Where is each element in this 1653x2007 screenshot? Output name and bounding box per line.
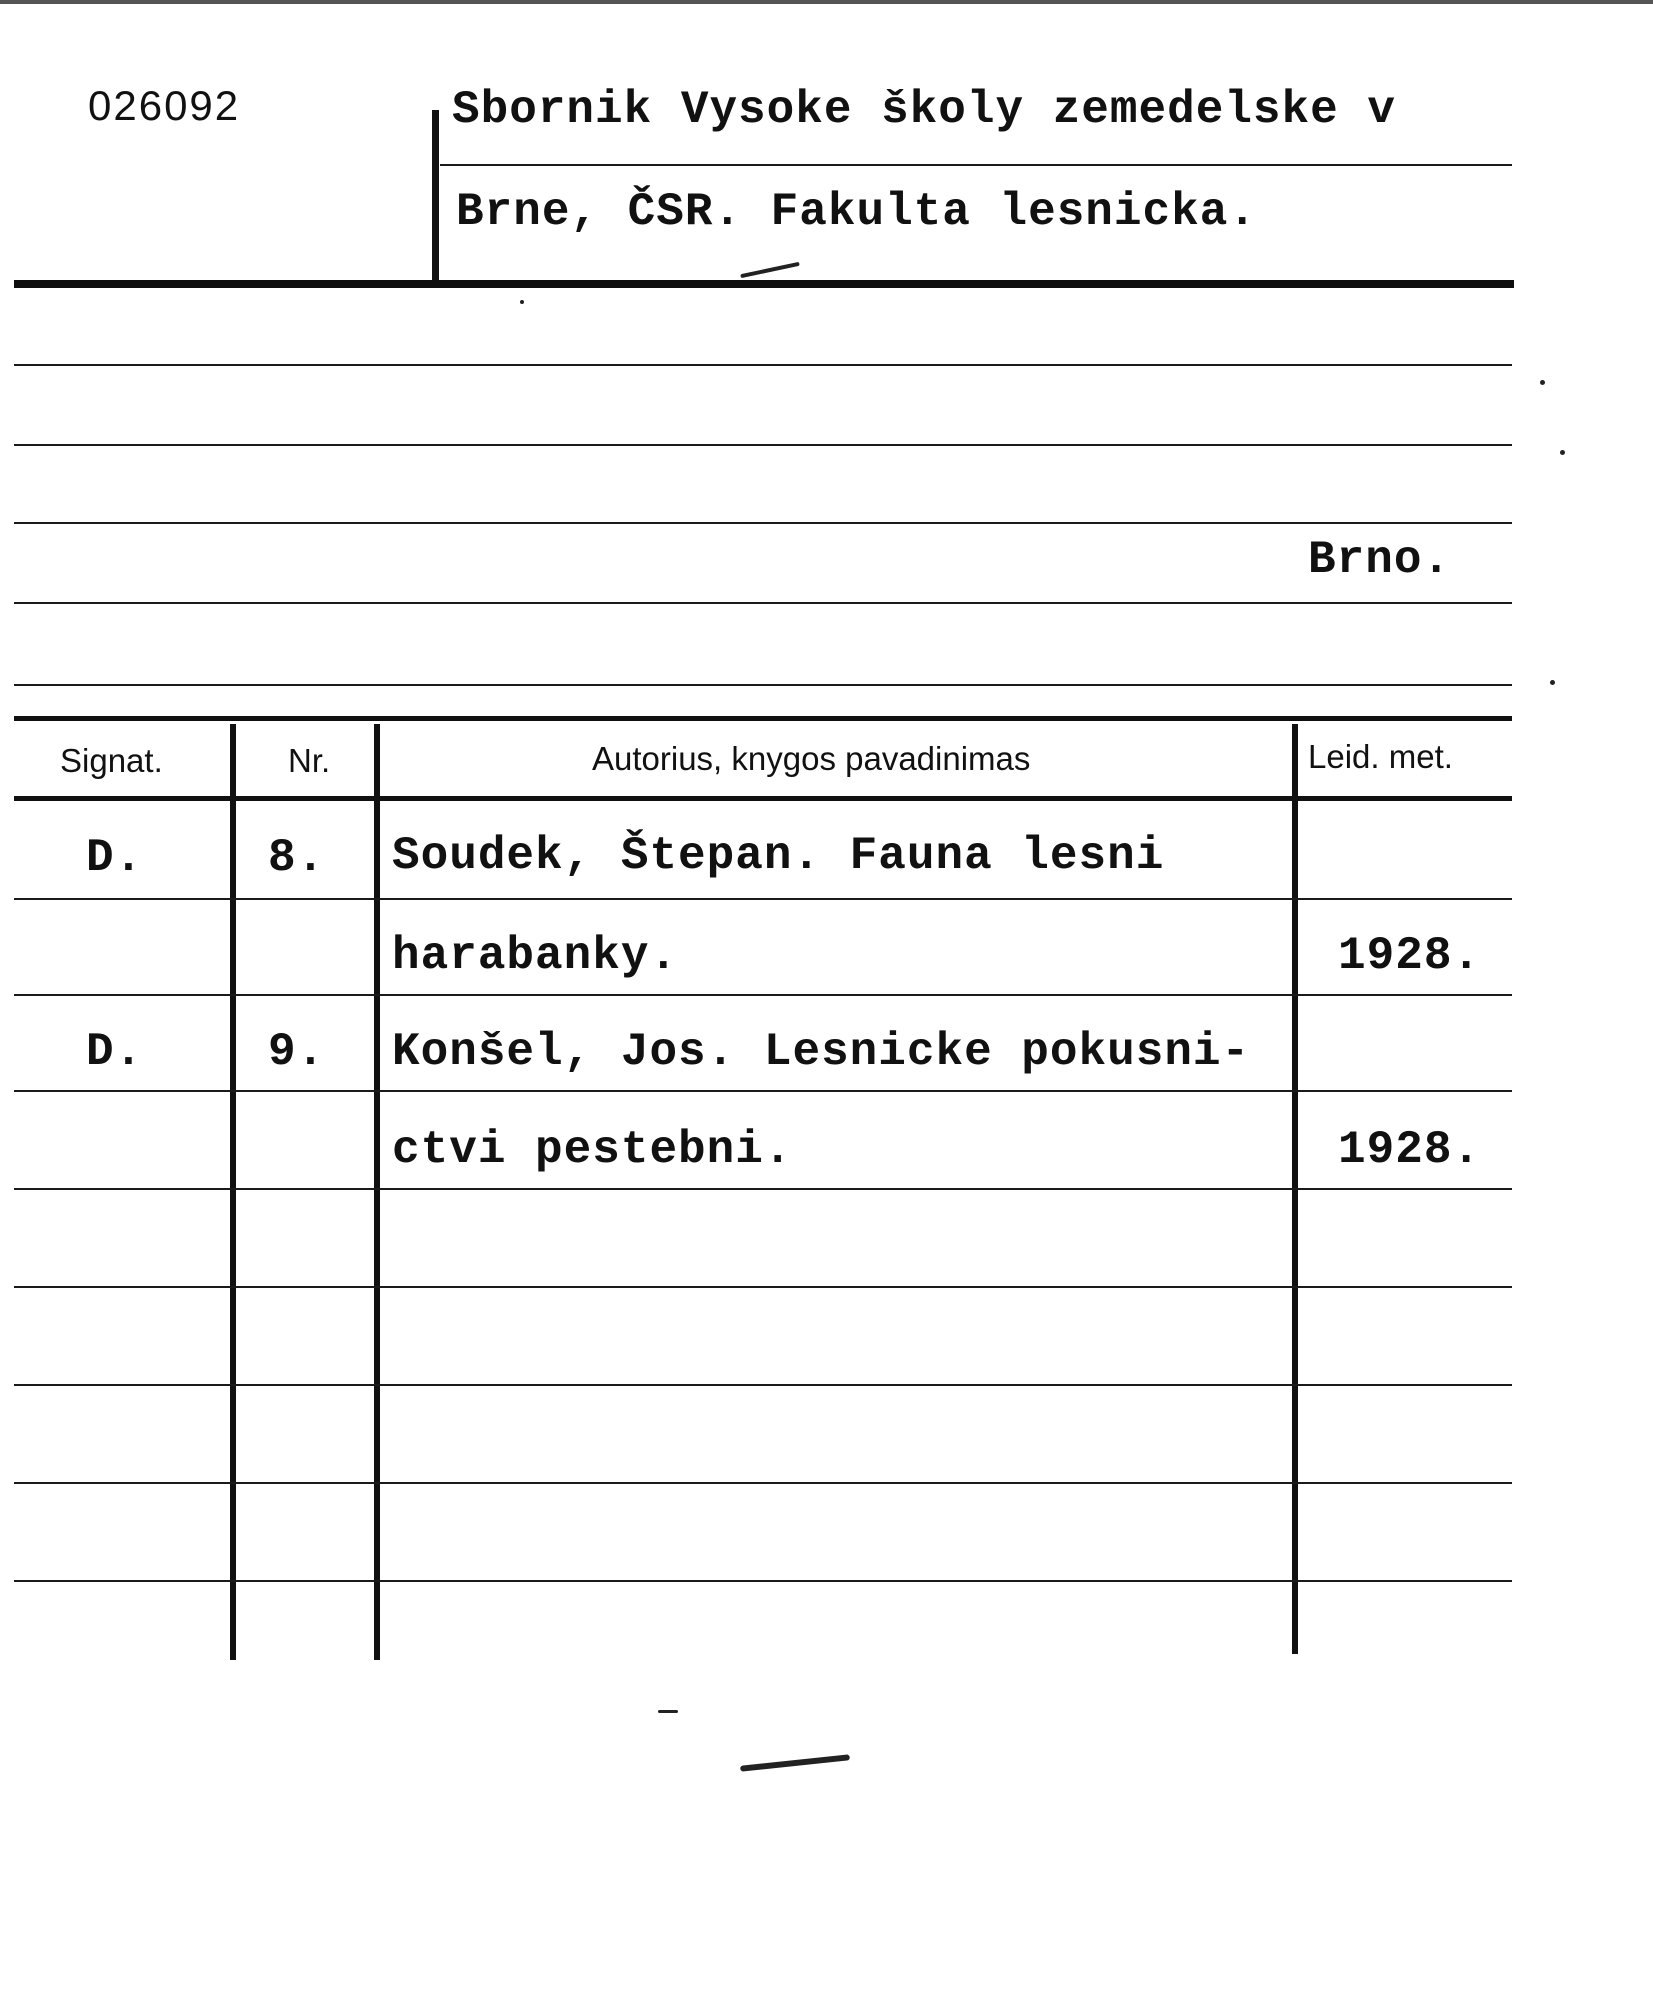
title-rule-1 [440, 164, 1512, 166]
scan-mark [1550, 680, 1555, 685]
scan-mark [1540, 380, 1545, 385]
row-rule [14, 898, 1512, 900]
scan-mark [1560, 450, 1565, 455]
title-line-2: Brne, ČSR. Fakulta lesnicka. [456, 186, 1257, 238]
scan-mark [740, 1754, 850, 1771]
row-3-nr: 9. [268, 1026, 326, 1078]
row-2-year: 1928. [1338, 930, 1482, 982]
row-3-signat: D. [86, 1026, 144, 1078]
row-1-signat: D. [86, 832, 144, 884]
scan-mark [658, 1710, 678, 1713]
ruled-line [14, 444, 1512, 446]
column-divider-1 [230, 724, 236, 1660]
scan-mark [520, 300, 524, 304]
row-1-nr: 8. [268, 832, 326, 884]
row-4-year: 1928. [1338, 1124, 1482, 1176]
header-nr: Nr. [288, 742, 331, 779]
table-top-rule [14, 716, 1512, 721]
row-rule [14, 1384, 1512, 1386]
scan-top-edge [0, 0, 1653, 4]
row-rule [14, 1580, 1512, 1582]
row-rule [14, 1482, 1512, 1484]
header-signat: Signat. [60, 742, 163, 779]
column-divider-2 [374, 724, 380, 1660]
row-3-text: Konšel, Jos. Lesnicke pokusni- [392, 1026, 1251, 1078]
header-author-title: Autorius, knygos pavadinimas [592, 740, 1031, 777]
header-bottom-rule [14, 280, 1514, 288]
row-rule [14, 1286, 1512, 1288]
title-divider [432, 110, 439, 282]
row-2-text: harabanky. [392, 930, 679, 982]
header-year: Leid. met. [1308, 738, 1453, 775]
row-rule [14, 1090, 1512, 1092]
ruled-line [14, 602, 1512, 604]
row-rule [14, 1188, 1512, 1190]
header-bottom-rule [14, 796, 1512, 801]
ruled-line [14, 364, 1512, 366]
ruled-line [14, 522, 1512, 524]
row-rule [14, 994, 1512, 996]
ruled-line [14, 684, 1512, 686]
place-text: Brno. [1308, 534, 1452, 586]
row-4-text: ctvi pestebni. [392, 1124, 793, 1176]
scan-mark [740, 262, 800, 278]
card-number: 026092 [88, 82, 241, 129]
row-1-text: Soudek, Štepan. Fauna lesni [392, 830, 1165, 882]
title-line-1: Sbornik Vysoke školy zemedelske v [452, 84, 1396, 136]
